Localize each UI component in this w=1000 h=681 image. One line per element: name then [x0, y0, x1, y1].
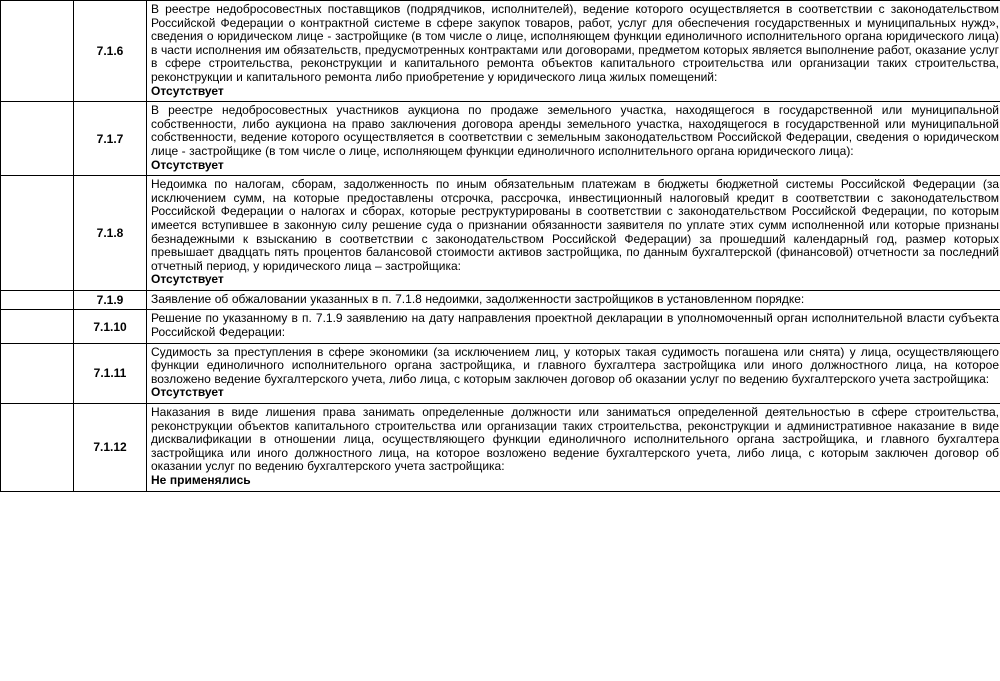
row-answer: Отсутствует: [151, 157, 224, 172]
row-number: 7.1.8: [74, 176, 147, 291]
row-marker-cell: [1, 343, 74, 403]
row-text-block: [147, 310, 1000, 342]
row-marker-cell: [1, 290, 74, 310]
row-content: [147, 176, 1000, 291]
row-content: [147, 404, 1000, 492]
row-text: Решение по указанному в п. 7.1.9 заявлению на дату направления проектной декларации в уполномоченный орган исполнительной власти субъекта Российской Федерации:: [151, 311, 999, 340]
row-text: В реестре недобросовестных участников аукциона по продаже земельного участка, находящегося в государственной или муниципальной собственности, либо аукциона на право заключения договора аренды земельного участка, находящегося в государственной или муниципальной собственности, ведение которого осуществляется в соответствии с земельным законодательством Российской Федерации, сведения о юридическом лице - застройщике (в том числе о лице, исполняющем функции единоличного исполнительного органа юридического лица):: [151, 103, 999, 158]
row-content: [147, 1, 1000, 102]
row-marker-cell: [1, 102, 74, 176]
table-row: [1, 343, 1000, 403]
row-content: [147, 290, 1000, 310]
row-text-block: [147, 344, 1000, 403]
row-marker-cell: [1, 176, 74, 291]
row-content: [147, 102, 1000, 176]
row-text-block: [147, 176, 1000, 290]
row-number: 7.1.10: [74, 310, 147, 343]
table-row: [1, 310, 1000, 343]
row-text-block: [147, 291, 1000, 310]
row-number: 7.1.9: [74, 290, 147, 310]
row-text-block: [147, 404, 1000, 491]
row-text: Недоимка по налогам, сборам, задолженность по иным обязательным платежам в бюджеты бюджетной системы Российской Федерации (за исключением сумм, на которые предоставлены отсрочка, рассрочка, инвестиционный налоговый кредит в соответствии с законодательством Российской Федерации о налогах и сборах, которые реструктурированы в соответствии с законодательством Российской Федерации, по которым имеется вступившее в законную силу решение суда о признании обязанности заявителя по уплате этих сумм исполненной или которые признаны безнадежными к взысканию в соответствии с законодательством Российской Федерации) за прошедший календарный год, размер которых превышает двадцать пять процентов балансовой стоимости активов застройщика, по данным бухгалтерской (финансовой) отчетности за последний отчетный период, у юридического лица – застройщика:: [151, 177, 999, 273]
row-number: 7.1.11: [74, 343, 147, 403]
row-marker-cell: [1, 310, 74, 343]
table-row: [1, 290, 1000, 310]
table-row: [1, 176, 1000, 291]
row-answer: Отсутствует: [151, 272, 224, 287]
row-answer: Не применялись: [151, 473, 251, 487]
row-number: 7.1.6: [74, 1, 147, 102]
row-text-block: [147, 102, 1000, 175]
row-marker-cell: [1, 1, 74, 102]
row-text-block: [147, 1, 1000, 101]
table-row: [1, 1, 1000, 102]
table-body: [1, 1, 1000, 492]
row-answer: Отсутствует: [151, 385, 224, 400]
row-number: 7.1.12: [74, 404, 147, 492]
row-content: [147, 343, 1000, 403]
row-number: 7.1.7: [74, 102, 147, 176]
row-content: [147, 310, 1000, 343]
table-row: [1, 102, 1000, 176]
row-text: Наказания в виде лишения права занимать определенные должности или заниматься определенной деятельностью в сфере строительства, реконструкции объектов капитального строительства или организации таких строительства, реконструкции и административное наказание в виде дисквалификации в отношении лица, осуществляющего функции единоличного исполнительного органа застройщика, и главного бухгалтера застройщика или иного должностного лица, на которое возложено ведение бухгалтерского учета, либо лица, с которым заключен договор об оказании услуг по ведению бухгалтерского учета застройщика:: [151, 405, 999, 474]
row-text: Судимость за преступления в сфере экономики (за исключением лиц, у которых такая судимость погашена или снята) у лица, осуществляющего функции единоличного исполнительного органа застройщика, и главного бухгалтера застройщика или иного должностного лица, на которое возложено ведение бухгалтерского учета, либо лица, с которым заключен договор об оказании услуг по ведению бухгалтерского учета застройщика:: [151, 344, 999, 386]
row-text: В реестре недобросовестных поставщиков (подрядчиков, исполнителей), ведение которого осуществляется в соответствии с законодательством Российской Федерации о контрактной системе в сфере закупок товаров, работ, услуг для обеспечения государственных и муниципальных нужд», сведения о юридическом лице - застройщике (в том числе о лице, исполняющем функции единоличного исполнительного органа юридического лица) в части исполнения им обязательств, предусмотренных контрактами или договорами, предметом которых является выполнение работ, оказание услуг в сфере строительства, реконструкции и капитального ремонта объектов капитального строительства или организации таких строительства, реконструкции и капитального ремонта либо приобретение у юридического лица жилых помещений:: [151, 2, 999, 84]
row-text: Заявление об обжаловании указанных в п. 7.1.8 недоимки, задолженности застройщиков в установленном порядке:: [151, 291, 805, 306]
row-marker-cell: [1, 404, 74, 492]
table-row: [1, 404, 1000, 492]
row-answer: Отсутствует: [151, 83, 224, 98]
